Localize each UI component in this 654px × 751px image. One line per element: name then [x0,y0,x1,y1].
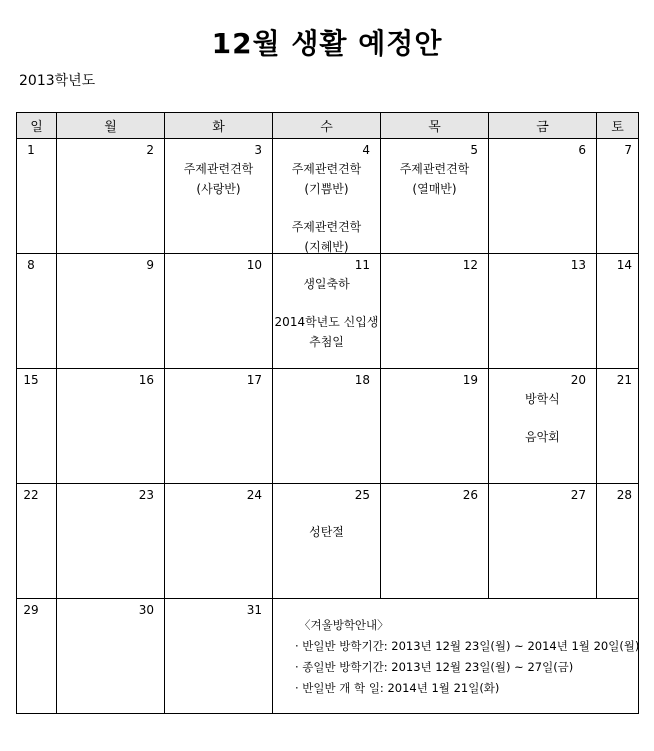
day-cell [273,139,381,254]
week-row [17,599,639,714]
day-cell [597,369,639,484]
event-text: 음악회 [525,430,560,444]
event-text: (지혜반) [304,240,349,254]
day-cell [381,369,489,484]
day-number: 28 [616,488,632,502]
event-text: 주제관련견학 [399,162,470,176]
day-number: 21 [616,373,632,387]
event-text: 주제관련견학 [291,162,362,176]
day-cell [273,484,381,599]
calendar-table [16,112,639,714]
event-text: 성탄절 [309,525,344,539]
day-number: 8 [27,258,35,272]
notice-line: · 반일반 방학기간: 2013년 12월 23일(월) ~ 2014년 1월 20일(월) [295,639,640,653]
day-events [165,159,272,199]
weekday-header-mon: 월 [57,113,165,139]
day-number: 9 [146,258,154,272]
day-number: 17 [246,373,262,387]
day-number: 25 [354,488,370,502]
day-number: 12 [462,258,478,272]
day-number: 15 [23,373,39,387]
event-text: (기쁨반) [304,182,349,196]
day-cell [165,139,273,254]
day-cell [273,254,381,369]
day-cell [381,254,489,369]
day-number: 4 [362,143,370,157]
day-cell [17,254,57,369]
event-text: 주제관련견학 [291,220,362,234]
day-cell [381,139,489,254]
day-cell [17,369,57,484]
event-text: (사랑반) [196,182,241,196]
day-number: 30 [138,603,154,617]
weekday-header-fri: 금 [489,113,597,139]
day-number: 19 [462,373,478,387]
day-number: 18 [354,373,370,387]
day-cell [489,484,597,599]
weekday-header-sat: 토 [597,113,639,139]
day-cell [597,139,639,254]
day-cell [489,139,597,254]
day-cell [381,484,489,599]
day-number: 31 [246,603,262,617]
day-number: 5 [470,143,478,157]
day-cell [597,484,639,599]
day-number: 14 [616,258,632,272]
notice-cell [273,599,639,714]
day-cell [57,369,165,484]
day-events [273,274,380,352]
event-text: 주제관련견학 [183,162,254,176]
event-text: 방학식 [525,392,560,406]
day-number: 1 [27,143,35,157]
day-number: 23 [138,488,154,502]
day-cell [17,139,57,254]
day-number: 2 [146,143,154,157]
day-cell [57,484,165,599]
event-text: 2014학년도 신입생 [274,315,379,329]
day-cell [273,369,381,484]
weekday-header-row [17,113,639,139]
day-cell [57,599,165,714]
day-number: 29 [23,603,39,617]
day-number: 7 [624,143,632,157]
day-cell [57,139,165,254]
day-number: 20 [570,373,586,387]
day-number: 10 [246,258,262,272]
week-row [17,139,639,254]
school-year-label: 2013학년도 [19,73,96,89]
day-events [381,159,488,199]
weekday-header-wed: 수 [273,113,381,139]
day-events [273,159,380,257]
day-number: 24 [246,488,262,502]
day-cell [597,254,639,369]
day-cell [165,599,273,714]
notice-line: · 반일반 개 학 일: 2014년 1월 21일(화) [295,681,500,695]
day-number: 16 [138,373,154,387]
winter-break-notice [295,615,639,699]
day-number: 6 [578,143,586,157]
day-number: 22 [23,488,39,502]
day-events [525,389,596,447]
notice-title: 〈겨울방학안내〉 [299,618,389,632]
event-text: (열매반) [412,182,457,196]
day-cell [17,484,57,599]
day-cell [57,254,165,369]
event-text: 추첨일 [309,335,344,349]
day-cell [165,484,273,599]
event-text: 생일축하 [303,277,350,291]
day-cell [489,254,597,369]
page-title: 12월 생활 예정안 [211,27,443,60]
day-events [273,522,380,542]
week-row [17,254,639,369]
day-cell [17,599,57,714]
day-number: 27 [570,488,586,502]
day-cell [165,369,273,484]
weekday-header-sun: 일 [17,113,57,139]
weekday-header-thu: 목 [381,113,489,139]
day-number: 3 [254,143,262,157]
day-number: 26 [462,488,478,502]
notice-line: · 종일반 방학기간: 2013년 12월 23일(월) ~ 27일(금) [295,660,574,674]
week-row [17,369,639,484]
weekday-header-tue: 화 [165,113,273,139]
week-row [17,484,639,599]
day-cell [489,369,597,484]
day-number: 11 [354,258,370,272]
day-cell [165,254,273,369]
day-number: 13 [570,258,586,272]
